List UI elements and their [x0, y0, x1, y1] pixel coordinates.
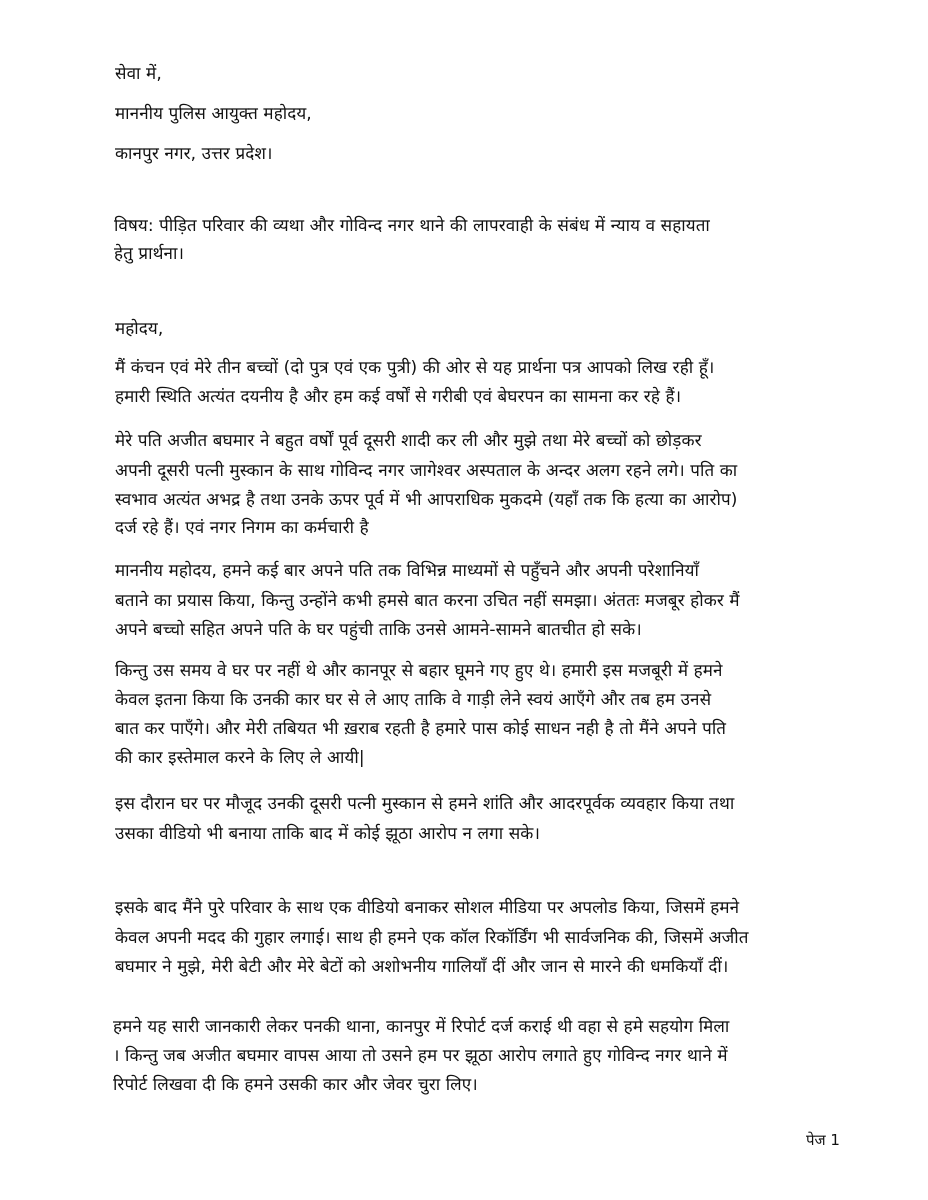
- paragraph-6-line-3: बघमार ने मुझे, मेरी बेटी और मेरे बेटों को अशोभनीय गालियाँ दीं और जान से मारने की धमकियाँ दीं।: [115, 957, 729, 977]
- paragraph-5-line-1: इस दौरान घर पर मौजूद उनकी दूसरी पत्नी मुस्कान से हमने शांति और आदरपूर्वक व्यवहार किया तथा: [115, 794, 735, 814]
- address-line-1: सेवा में,: [115, 64, 162, 84]
- address-line-2: माननीय पुलिस आयुक्त महोदय,: [115, 104, 312, 124]
- paragraph-2-line-1: मेरे पति अजीत बघमार ने बहुत वर्षों पूर्व दूसरी शादी कर ली और मुझे तथा मेरे बच्चों को छोड़कर: [115, 431, 702, 451]
- address-line-3: कानपुर नगर, उत्तर प्रदेश।: [115, 144, 273, 164]
- paragraph-1-line-2: हमारी स्थिति अत्यंत दयनीय है और हम कई वर्षों से गरीबी एवं बेघरपन का सामना कर रहे हैं।: [115, 387, 682, 407]
- paragraph-2-line-2: अपनी दूसरी पत्नी मुस्कान के साथ गोविन्द नगर जागेश्वर अस्पताल के अन्दर अलग रहने लगे। पति का: [115, 461, 738, 481]
- subject-line-2: हेतु प्रार्थना।: [114, 244, 185, 264]
- paragraph-4-line-3: बात कर पाएँगे। और मेरी तबियत भी ख़राब रहती है हमारे पास कोई साधन नही है तो मैंने अपने पति: [115, 719, 727, 739]
- paragraph-6-line-2: केवल अपनी मदद की गुहार लगाई। साथ ही हमने एक कॉल रिकॉर्डिंग भी सार्वजनिक की, जिसमें अजीत: [115, 928, 749, 948]
- paragraph-7-line-1: हमने यह सारी जानकारी लेकर पनकी थाना, कानपुर में रिपोर्ट दर्ज कराई थी वहा से हमे सहयोग मिला: [113, 1017, 730, 1037]
- paragraph-4-line-2: केवल इतना किया कि उनकी कार घर से ले आए ताकि वे गाड़ी लेने स्वयं आएँगे और तब हम उनसे: [115, 690, 712, 710]
- paragraph-4-line-1: किन्तु उस समय वे घर पर नहीं थे और कानपूर से बहार घूमने गए हुए थे। हमारी इस मजबूरी में हमने: [115, 661, 723, 681]
- paragraph-6-line-1: इसके बाद मैंने पुरे परिवार के साथ एक वीडियो बनाकर सोशल मीडिया पर अपलोड किया, जिसमें हमने: [115, 898, 740, 918]
- page-number: पेज 1: [806, 1131, 840, 1149]
- paragraph-3-line-3: अपने बच्चो सहित अपने पति के घर पहुंची ताकि उनसे आमने-सामने बातचीत हो सके।: [115, 620, 642, 640]
- paragraph-5-line-2: उसका वीडियो भी बनाया ताकि बाद में कोई झूठा आरोप न लगा सके।: [115, 824, 540, 844]
- paragraph-3-line-2: बताने का प्रयास किया, किन्तु उन्होंने कभी हमसे बात करना उचित नहीं समझा। अंततः मजबूर होकर मैं: [115, 591, 740, 611]
- paragraph-7-line-3: रिपोर्ट लिखवा दी कि हमने उसकी कार और जेवर चुरा लिए।: [113, 1075, 478, 1095]
- paragraph-7-line-2: । किन्तु जब अजीत बघमार वापस आया तो उसने हम पर झूठा आरोप लगाते हुए गोविन्द नगर थाने में: [113, 1046, 728, 1066]
- paragraph-4-line-4: की कार इस्तेमाल करने के लिए ले आयी|: [115, 748, 365, 768]
- subject-line-1: विषय: पीड़ित परिवार की व्यथा और गोविन्द नगर थाने की लापरवाही के संबंध में न्याय व सहायता: [114, 216, 710, 236]
- paragraph-1-line-1: मैं कंचन एवं मेरे तीन बच्चों (दो पुत्र एवं एक पुत्री) की ओर से यह प्रार्थना पत्र आपको लिख रही हूँ।: [115, 358, 715, 378]
- paragraph-3-line-1: माननीय महोदय, हमने कई बार अपने पति तक विभिन्न माध्यमों से पहुँचने और अपनी परेशानियाँ: [115, 561, 700, 581]
- paragraph-2-line-4: दर्ज रहे हैं। एवं नगर निगम का कर्मचारी है: [115, 518, 369, 538]
- salutation: महोदय,: [115, 319, 164, 339]
- paragraph-2-line-3: स्वभाव अत्यंत अभद्र है तथा उनके ऊपर पूर्व में भी आपराधिक मुकदमे (यहाँ तक कि हत्या का आरोप): [115, 490, 738, 510]
